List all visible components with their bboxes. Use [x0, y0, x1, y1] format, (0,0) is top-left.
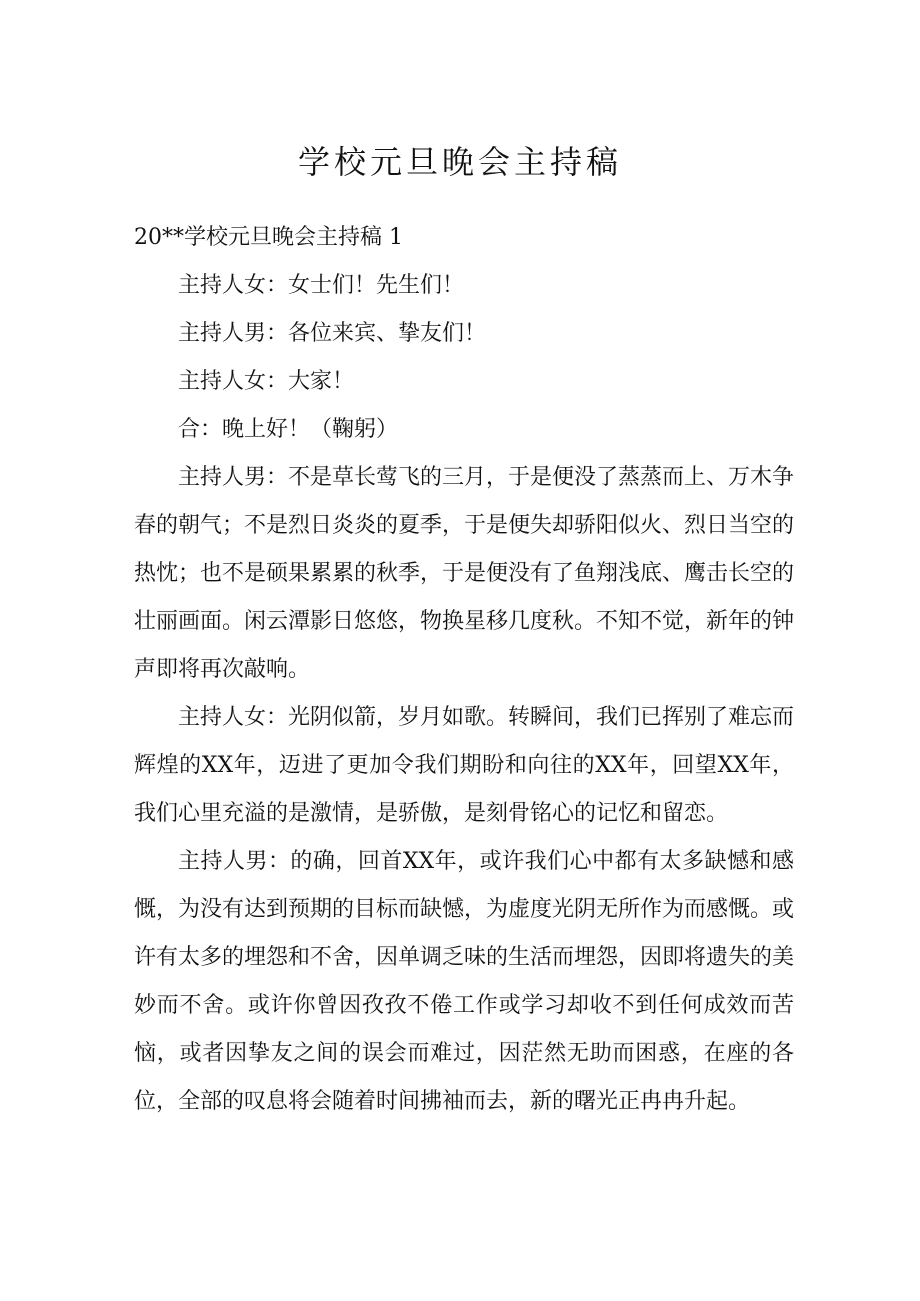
paragraph-female-1: 主持人女：光阴似箭，岁月如歌。转瞬间，我们已挥别了难忘而辉煌的XX年，迈进了更加令我们期盼和向往的XX年，回望XX年，我们心里充溢的是激情，是骄傲，是刻骨铭心的记忆和留恋。 — [134, 705, 795, 826]
document-body — [134, 214, 794, 1126]
paragraph-male-2: 主持人男：的确，回首XX年，或许我们心中都有太多缺憾和感慨，为没有达到预期的目标而缺憾，为虚度光阴无所作为而感慨。或许有太多的埋怨和不舍，因单调乏味的生活而埋怨，因即将遗失的美妙而不舍。或许你曾因孜孜不倦工作或学习却收不到任何成效而苦恼，或者因挚友之间的误会而难过，因茫然无助而困惑，在座的各位，全部的叹息将会随着时间拂袖而去，新的曙光正冉冉升起。 — [134, 849, 795, 1114]
paragraph-greeting-all: 主持人女：大家！ — [178, 369, 355, 394]
paragraph-male-1: 主持人男：不是草长莺飞的三月，于是便没了蒸蒸而上、万木争春的朝气；不是烈日炎炎的夏季，于是便失却骄阳似火、烈日当空的热忱；也不是硕果累累的秋季，于是便没有了鱼翔浅底、鹰击长空的壮丽画面。闲云潭影日悠悠，物换星移几度秋。不知不觉，新年的钟声即将再次敲响。 — [134, 465, 795, 682]
section-heading: 20**学校元旦晚会主持稿 1 — [134, 225, 403, 250]
document-title: 学校元旦晚会主持稿 — [297, 143, 622, 181]
paragraph-greeting-female: 主持人女：女士们！先生们！ — [178, 273, 465, 298]
paragraph-together: 合：晚上好！（鞠躬） — [178, 417, 399, 442]
paragraph-greeting-male: 主持人男：各位来宾、挚友们！ — [178, 321, 487, 346]
